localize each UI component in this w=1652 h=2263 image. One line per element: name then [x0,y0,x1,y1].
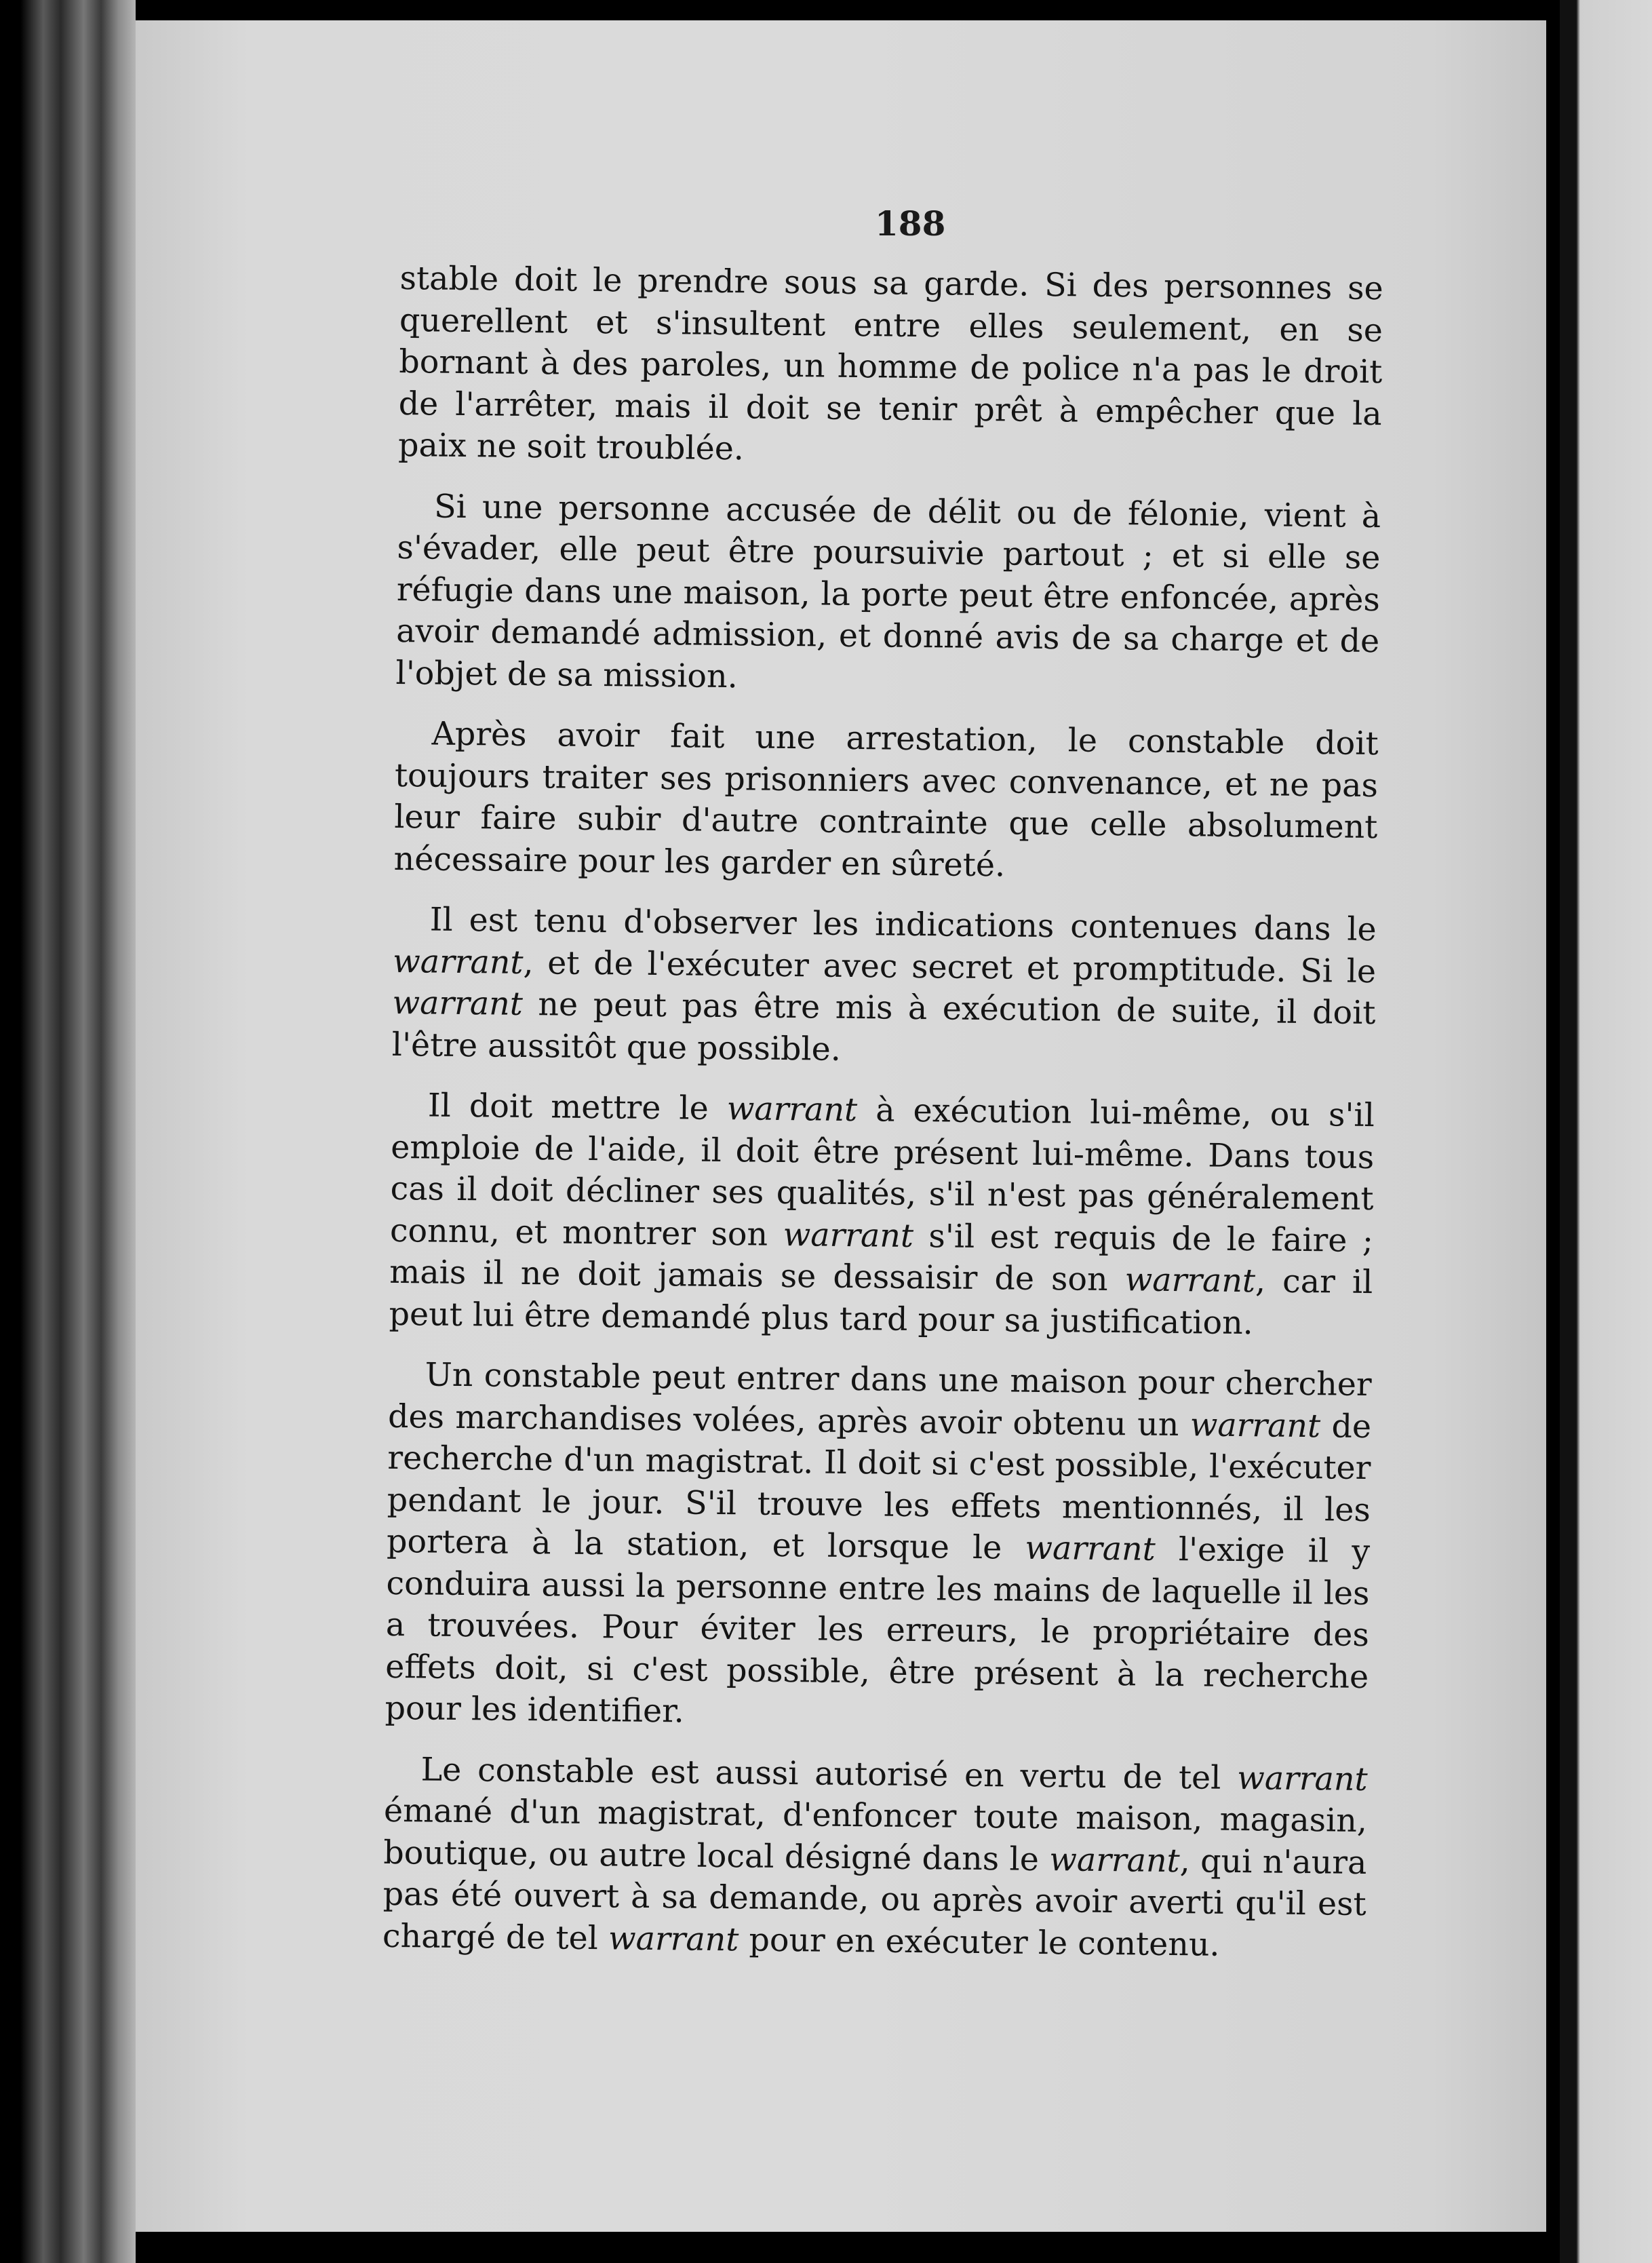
italic-term: warrant [1025,1529,1156,1568]
adjacent-page-edge [1560,0,1652,2263]
italic-term: warrant [392,942,524,982]
page-number: 188 [875,204,946,244]
italic-term: warrant [1048,1840,1180,1880]
text-run: s'il est requis de le faire ; mais il ne doit jamais se dessaisir de son [389,1217,1374,1299]
italic-term: warrant [608,1919,739,1958]
text-run: , qui n'aura pas été ouvert à sa demande, ou après avoir averti qu'il est chargé de tel [382,1842,1367,1957]
text-run: , car il peut lui être demandé plus tard pour sa justification. [389,1262,1373,1342]
italic-term: warrant [783,1216,914,1255]
italic-term: warrant [1236,1759,1368,1798]
text-run: stable doit le prendre sous sa garde. Si des personnes se querellent et s'insultent entre elles seulement, en se bornant à des paroles, un homme de police n'a pas le droit de l'arrêter, mais il doit se tenir prêt à empêcher que la paix ne soit troublée. [397,259,1383,468]
text-run: l'exige il y conduira aussi la personne entre les mains de laquelle il les a trouvées. Pour éviter les erreurs, le propriétaire des effets doit, si c'est possible, être présent à la recherche pour les identifier. [385,1530,1371,1730]
text-run: Il est tenu d'observer les indications contenues dans le [429,901,1377,949]
paragraph [385,1354,1372,1740]
text-run: , et de l'exécuter avec secret et promptitude. Si le [523,944,1377,990]
text-run: Le constable est aussi autorisé en vertu de tel [420,1750,1238,1797]
italic-term: warrant [1189,1406,1321,1445]
italic-term: warrant [726,1090,858,1129]
text-run: de recherche d'un magistrat. Il doit si c'est possible, l'exécuter pendant le jour. S'il trouve les effets mentionnés, il les portera à la station, et lorsque le [386,1407,1372,1567]
text-run: Il doit mettre le [427,1087,728,1128]
text-run: Après avoir fait une arrestation, le constable doit toujours traiter ses prisonniers avec convenance, et ne pas leur faire subir d'autre contrainte que celle absolument nécessaire pour les garder en sûreté. [393,715,1379,884]
text-run: émané d'un magistrat, d'enfoncer toute maison, magasin, boutique, ou autre local désigné dans le [383,1792,1368,1878]
paragraph [393,713,1378,890]
text-run: pour en exécuter le contenu. [739,1920,1220,1964]
italic-term: warrant [392,984,524,1023]
paragraph [389,1085,1375,1345]
paragraph [392,899,1377,1076]
book-spine-edge [20,0,136,2263]
page-body-text [382,258,1383,1967]
paragraph [382,1748,1368,1967]
text-run: Si une personne accusée de délit ou de félonie, vient à s'évader, elle peut être poursuivie partout ; et si elle se réfugie dans une maison, la porte peut être enfoncée, après avoir demandé admission, et donné avis de sa charge et de l'objet de sa mission. [395,488,1381,695]
text-run: Un constable peut entrer dans une maison pour chercher des marchandises volées, après avoir obtenu un [387,1356,1372,1444]
text-run: ne peut pas être mis à exécution de suite, il doit l'être aussitôt que possible. [391,985,1376,1068]
text-run: à exécution lui-même, ou s'il emploie de l'aide, il doit être présent lui-même. Dans tous cas il doit décliner ses qualités, s'il n'est pas généralement connu, et montrer son [389,1091,1375,1254]
paragraph [395,485,1381,704]
paragraph [398,258,1383,477]
italic-term: warrant [1124,1261,1256,1300]
